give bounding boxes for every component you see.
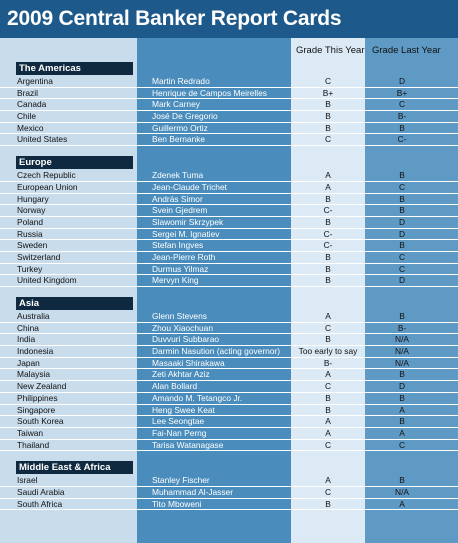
banker-name-cell: Stanley Fischer [152,475,210,486]
table-row [0,475,458,487]
grade-last-year-cell: D [398,76,406,86]
section-title: Middle East & Africa [16,461,133,474]
banker-name-cell: Mark Carney [152,99,200,110]
grade-last-year-cell: C [398,251,406,262]
section [0,152,458,287]
grade-last-year-cell: B [399,122,405,133]
table-row [0,405,458,417]
banker-name-cell: Ben Bernanke [152,134,206,145]
table-row [0,323,458,335]
country-cell: New Zealand [17,381,67,392]
grade-last-year-cell: A [399,498,405,509]
banker-name-cell: Sergei M. Ignatiev [152,228,220,239]
table-row [0,123,458,135]
section-title: Asia [16,297,133,310]
banker-name-cell: José De Gregorio [152,111,218,122]
table-row [0,194,458,206]
grade-this-year-cell: A [325,170,331,181]
section-title: The Americas [16,62,133,75]
country-cell: Thailand [17,439,50,450]
grade-this-year-cell: B [325,216,331,227]
country-cell: Chile [17,111,37,122]
banker-name-cell: Tito Mboweni [152,498,202,509]
country-cell: Indonesia [17,346,54,357]
grade-last-year-cell: B- [397,322,407,333]
grade-this-year-cell: B [325,275,331,286]
banker-name-cell: Lee Seongtae [152,416,205,427]
country-cell: Brazil [17,87,38,98]
banker-name-cell: Guillermo Ortiz [152,122,208,133]
grade-last-year-cell: N/A [395,346,409,357]
banker-name-cell: Heng Swee Keat [152,404,215,415]
banker-name-cell: Duvvuri Subbarao [152,334,220,345]
table-row [0,111,458,123]
grade-this-year-cell: A [325,416,331,427]
table-row [0,170,458,182]
banker-name-cell: Martin Redrado [152,76,210,86]
banker-name-cell: Muhammad Al-Jasser [152,486,233,497]
grade-this-year-cell: A [325,475,331,486]
grade-this-year-cell: A [325,311,331,321]
country-cell: Poland [17,216,44,227]
grade-last-year-cell: C [398,99,406,110]
grade-last-year-cell: A [399,427,405,438]
table-row [0,440,458,452]
grade-this-year-cell: C [324,439,332,450]
banker-name-cell: Henrique de Campos Meirelles [152,87,267,98]
banker-name-cell: Amando M. Tetangco Jr. [152,392,243,403]
country-cell: Canada [17,99,47,110]
country-cell: China [17,322,39,333]
grade-this-year-cell: A [325,427,331,438]
grade-last-year-cell: B [399,311,405,321]
banker-name-cell: Svein Gjedrem [152,205,208,216]
table-row [0,205,458,217]
grade-this-year-cell: B [325,111,331,122]
grade-this-year-cell: B+ [322,87,334,98]
grade-last-year-cell: B [399,240,405,251]
section-gap [0,451,458,456]
grade-this-year-cell: C- [323,205,333,216]
grade-this-year-cell: B [325,99,331,110]
grade-this-year-cell: B [325,392,331,403]
table-row [0,217,458,229]
table-row [0,346,458,358]
table-row [0,358,458,370]
banker-name-cell: Darmin Nasution (acting governor) [152,346,281,357]
grade-this-year-cell: C [324,381,332,392]
grade-this-year-cell: B- [323,357,333,368]
grade-this-year-cell: A [325,181,331,192]
grade-last-year-cell: N/A [395,334,409,345]
country-cell: Sweden [17,240,48,251]
table-row [0,393,458,405]
grade-this-year-cell: B [325,334,331,345]
table-row [0,428,458,440]
country-cell: Australia [17,311,50,321]
grade-this-year-cell: B [325,122,331,133]
table-row [0,240,458,252]
country-cell: Saudi Arabia [17,486,65,497]
grade-this-year-cell: B [325,193,331,204]
country-cell: Czech Republic [17,170,76,181]
country-cell: Japan [17,357,40,368]
grade-this-year-cell: B [325,404,331,415]
grade-last-year-cell: D [398,381,406,392]
table-row [0,487,458,499]
grade-this-year-cell: Too early to say [298,346,358,357]
grade-this-year-cell: A [325,369,331,380]
table-row [0,416,458,428]
table-row [0,264,458,276]
grade-last-year-cell: B [399,475,405,486]
table-row [0,381,458,393]
header-last-year: Grade Last Year [372,45,441,56]
table-row [0,76,458,88]
country-cell: Argentina [17,76,53,86]
grade-last-year-cell: B [399,193,405,204]
grade-this-year-cell: C [324,486,332,497]
country-cell: Switzerland [17,251,61,262]
banker-name-cell: Zdenek Tuma [152,170,204,181]
grade-last-year-cell: B [399,369,405,380]
country-cell: Mexico [17,122,44,133]
table-row [0,182,458,194]
section-gap [0,146,458,151]
grade-last-year-cell: D [398,275,406,286]
country-cell: Hungary [17,193,49,204]
table-row [0,369,458,381]
section-gap [0,287,458,292]
banker-name-cell: Jean-Claude Trichet [152,181,227,192]
country-cell: Turkey [17,263,43,274]
grade-this-year-cell: B [325,498,331,509]
table-row [0,275,458,287]
section [0,58,458,146]
country-cell: United Kingdom [17,275,77,286]
grade-last-year-cell: N/A [395,486,409,497]
grade-last-year-cell: B+ [396,87,408,98]
grade-last-year-cell: D [398,228,406,239]
country-cell: Norway [17,205,46,216]
banker-name-cell: Zhou Xiaochuan [152,322,213,333]
section [0,293,458,451]
table-row [0,334,458,346]
banker-name-cell: Masaaki Shirakawa [152,357,225,368]
table-row [0,252,458,264]
banker-name-cell: Slawomir Skrzypek [152,216,224,227]
grade-this-year-cell: B [325,251,331,262]
grade-last-year-cell: C- [397,134,407,145]
banker-name-cell: Mervyn King [152,275,199,286]
table-row [0,229,458,241]
grade-this-year-cell: B [325,263,331,274]
country-cell: Israel [17,475,38,486]
table [0,42,458,510]
country-cell: India [17,334,36,345]
grade-this-year-cell: C- [323,228,333,239]
grade-last-year-cell: C [398,181,406,192]
banker-name-cell: Stefan Ingves [152,240,204,251]
section [0,457,458,510]
table-row [0,499,458,511]
country-cell: Russia [17,228,43,239]
grade-this-year-cell: C [324,322,332,333]
banker-name-cell: Tarisa Watanagase [152,439,224,450]
banker-name-cell: Alan Bollard [152,381,198,392]
grade-last-year-cell: B [399,170,405,181]
banker-name-cell: András Simor [152,193,203,204]
country-cell: European Union [17,181,78,192]
grade-last-year-cell: N/A [395,357,409,368]
section-title: Europe [16,156,133,169]
grade-last-year-cell: A [399,404,405,415]
table-row [0,99,458,111]
grade-last-year-cell: D [398,216,406,227]
banker-name-cell: Zeti Akhtar Aziz [152,369,210,380]
banker-name-cell: Durmus Yilmaz [152,263,209,274]
table-row [0,134,458,146]
grade-last-year-cell: B [399,416,405,427]
country-cell: Malaysia [17,369,51,380]
header-this-year: Grade This Year [296,45,365,56]
sections [0,58,458,510]
country-cell: United States [17,134,68,145]
page-title: 2009 Central Banker Report Cards [0,0,458,38]
grade-last-year-cell: B [399,205,405,216]
country-cell: South Africa [17,498,63,509]
country-cell: Philippines [17,392,58,403]
country-cell: South Korea [17,416,64,427]
grade-last-year-cell: C [398,263,406,274]
grade-last-year-cell: B- [397,111,407,122]
country-cell: Taiwan [17,427,44,438]
grade-last-year-cell: C [398,439,406,450]
table-row [0,88,458,100]
grade-this-year-cell: C [324,134,332,145]
banker-name-cell: Jean-Pierre Roth [152,251,216,262]
table-row [0,311,458,323]
grade-last-year-cell: B [399,392,405,403]
grade-this-year-cell: C- [323,240,333,251]
grade-this-year-cell: C [324,76,332,86]
country-cell: Singapore [17,404,56,415]
table-header [0,42,458,57]
banker-name-cell: Fai-Nan Perng [152,427,207,438]
banker-name-cell: Glenn Stevens [152,311,207,321]
